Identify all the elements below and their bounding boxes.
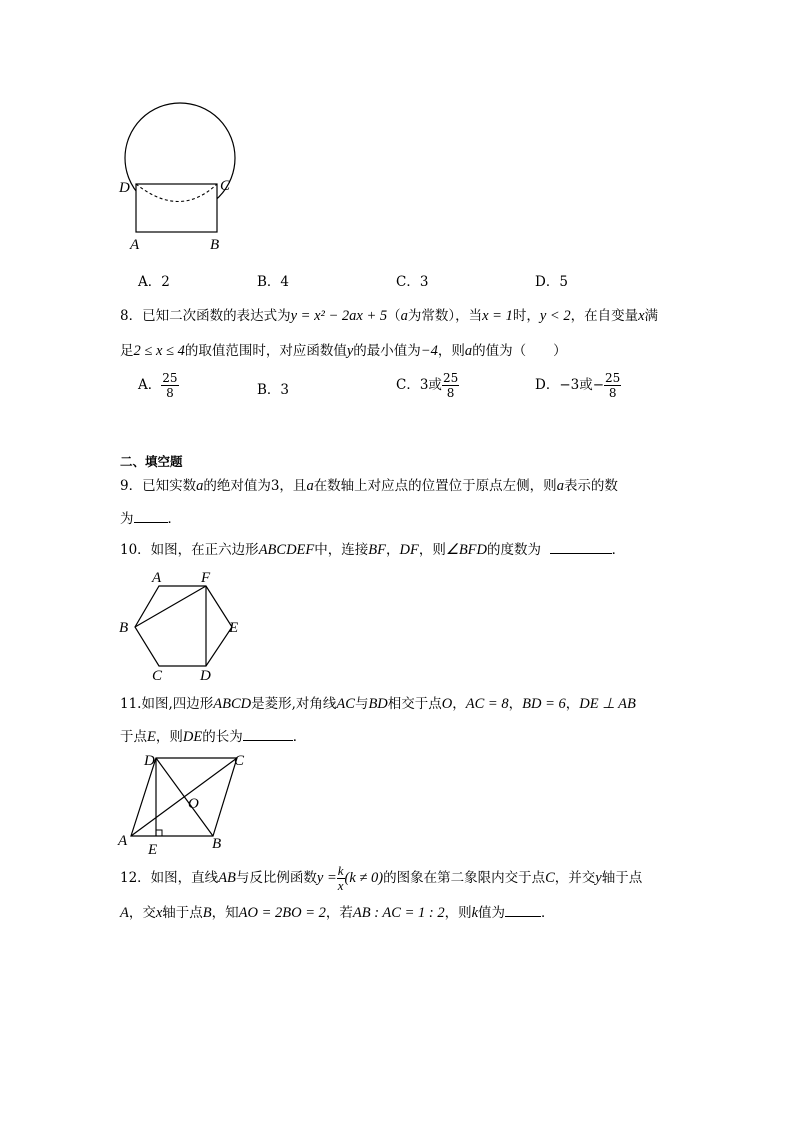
- q8-option-a: A． $\frac{25}{8}$: [138, 371, 178, 400]
- q7-option-c: C．3: [396, 274, 429, 290]
- q12-line-2: A，交x轴于点B，知AO = 2BO = 2，若AB : AC = 1 : 2，则k值为 ．: [120, 905, 555, 921]
- q12-line-1: 12．如图，直线AB与反比例函数y = $\frac{k}{x}$ (k ≠ 0)的图象在第二象限内交于点C，并交y轴于点: [120, 863, 643, 893]
- q7-label-d: D: [119, 180, 130, 196]
- q10-hexagon-figure: [112, 566, 252, 684]
- q8-option-d: D．−3或− $\frac{25}{8}$: [535, 371, 621, 400]
- q10-label-e: E: [229, 620, 239, 636]
- q11-right-angle-mark: [156, 830, 162, 836]
- q9-line-2: 为 ．: [120, 511, 181, 527]
- q10-segment-bf: [135, 586, 206, 627]
- q11-label-c: C: [234, 753, 245, 769]
- q10-hexagon: [135, 586, 232, 666]
- q9-answer-blank[interactable]: [134, 510, 168, 523]
- section-heading: 二、填空题: [120, 454, 183, 469]
- q7-label-b: B: [210, 237, 220, 253]
- q11-label-a: A: [118, 833, 128, 849]
- q10-answer-blank[interactable]: [550, 541, 612, 554]
- q7-figure: [110, 95, 250, 255]
- q7-rectangle: [136, 184, 217, 232]
- q11-diagonal-bd: [156, 758, 213, 836]
- q11-line-1: 11.如图,四边形ABCD是菱形,对角线AC与BD相交于点O，AC = 8，BD = 6，DE ⊥ AB: [120, 696, 636, 712]
- q7-label-a: A: [130, 237, 140, 253]
- q11-label-d: D: [144, 753, 155, 769]
- q10-label-d: D: [200, 668, 211, 684]
- q11-line-2: 于点E，则DE的长为 ．: [120, 729, 307, 745]
- q10-label-b: B: [119, 620, 129, 636]
- q9-line-1: 9．已知实数a的绝对值为3，且a在数轴上对应点的位置位于原点左侧，则a表示的数: [120, 478, 618, 494]
- q8-line-1: 8．已知二次函数的表达式为y = x² − 2ax + 5（a为常数），当x = 1时，y < 2，在自变量x满: [120, 308, 659, 324]
- q8-option-c: C．3或 $\frac{25}{8}$: [396, 371, 459, 400]
- q7-option-a: A．2: [138, 274, 170, 290]
- q10-label-c: C: [152, 668, 163, 684]
- q7-label-c: C: [220, 178, 231, 194]
- q7-option-b: B．4: [257, 274, 290, 290]
- q11-label-b: B: [212, 836, 222, 852]
- q7-option-d: D．5: [535, 274, 568, 290]
- q10-label-f: F: [201, 570, 211, 586]
- q8-line-2: 足2 ≤ x ≤ 4的取值范围时，对应函数值y的最小值为−4，则a的值为（ ）: [120, 343, 567, 359]
- q11-label-o: O: [188, 796, 199, 812]
- q8-option-b: B．3: [257, 382, 290, 398]
- q10-line-1: 10．如图，在正六边形ABCDEF中，连接BF，DF，则∠BFD的度数为 ．: [120, 542, 626, 558]
- q11-label-e: E: [148, 842, 158, 858]
- q11-rhombus-figure: [112, 748, 262, 858]
- q11-answer-blank[interactable]: [243, 728, 293, 741]
- q10-label-a: A: [152, 570, 162, 586]
- q12-answer-blank[interactable]: [505, 904, 541, 917]
